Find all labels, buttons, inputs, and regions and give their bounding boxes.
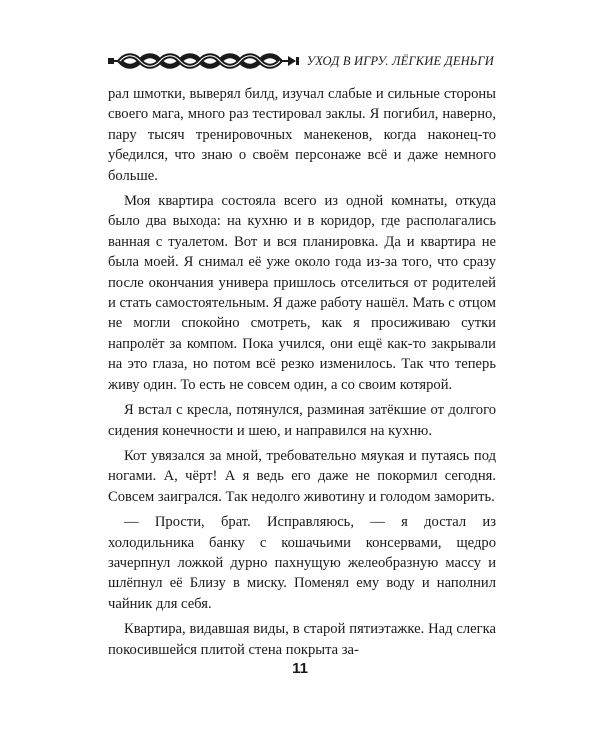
braided-rope-ornament-icon (108, 53, 300, 69)
running-header (108, 50, 496, 74)
paragraph: рал шмотки, выверял билд, изучал слабые и сильные стороны своего мага, много раз тестировал заклы. Я погибил, наверно, пару тысяч тренировочных манекенов, когда наконец-то убедился, что знаю о своём персонаже всё и даже немного больше. (108, 86, 496, 184)
paragraph: Я встал с кресла, потянулся, разминая затёкшие от долгого сидения конечности и шею, и направился на кухню. (108, 402, 496, 439)
paragraph: Квартира, видавшая виды, в старой пятиэтажке. Над слегка покосившейся плитой стена покрыта за- (108, 621, 496, 658)
paragraph: Кот увязался за мной, требовательно мяукая и путаясь под ногами. А, чёрт! А я ведь его даже не покормил сегодня. Совсем заигрался. Так недолго животину и голодом заморить. (108, 447, 496, 505)
page-body (108, 84, 496, 660)
paragraph: Моя квартира состояла всего из одной комнаты, откуда было два выхода: на кухню и в коридор, где располагались ванная с туалетом. Вот и вся планировка. Да и квартира не была моей. Я снимал её уже около года из-за того, что сразу после окончания универа пришлось отселиться от родителей и стать самостоятельным. Я даже работу нашёл. Мать с отцом не могли спокойно смотреть, как я просиживаю сутки напролёт за компом. Пока учился, они ещё как-то закрывали на это глаза, но потом всё резко изменилось. Так что теперь живу один. То есть не совсем один, а со своим котярой. (108, 193, 496, 393)
running-title: УХОД В ИГРУ. ЛЁГКИЕ ДЕНЬГИ (306, 54, 494, 68)
page-number: 11 (292, 660, 308, 677)
paragraph: — Прости, брат. Исправляюсь, — я достал из холодильника банку с кошачьими консервами, щедро зачерпнул ложкой дурно пахнущую желеобразную массу и шлёпнул её Близу в миску. Поменял ему воду и наполнил чайник для себя. (108, 514, 496, 612)
